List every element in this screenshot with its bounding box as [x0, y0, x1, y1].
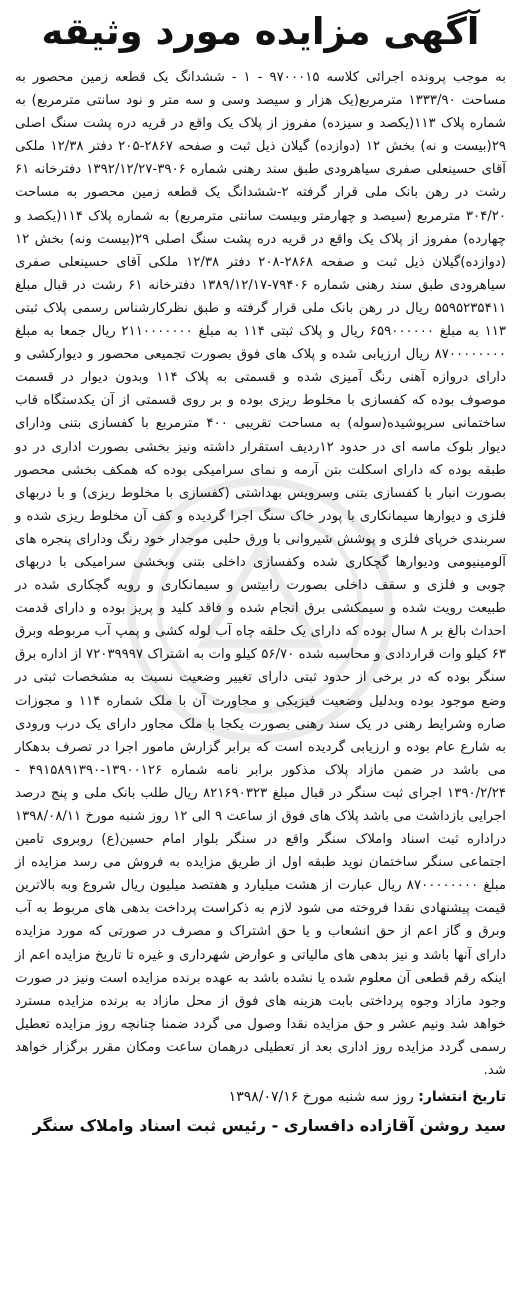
publication-label: تاریخ انتشار:	[418, 1089, 506, 1106]
publication-line	[15, 1085, 506, 1109]
publication-date: روز سه شنبه مورخ ۱۳۹۸/۰۷/۱۶	[228, 1089, 414, 1106]
notice-body: به موجب پرونده اجرائی کلاسه ۹۷۰۰۰۱۵ - ۱ - ششدانگ یک قطعه زمین محصور به مساحت ۱۳۳۳/۹۰ مترمربع(یک هزار و سیصد وسی و سه متر و نود سانتی مترمربع) به شماره پلاک ۱۱۳(یکصد و سیزده) مفروز از پلاک یک واقع در قریه دره پشت سنگ اصلی ۲۹(بیست و نه) بخش ۱۲ (دوازده) گیلان ذیل ثبت و صفحه ۲۸۶۷-۲۰۵ دفتر ۱۲/۳۸ ملکی آقای حسینعلی صفری سیاهرودی طبق سند رهنی شماره ۳۹۰۶-۱۳۹۲/۱۲/۲۷ دفترخانه ۶۱ رشت در رهن بانک ملی قرار گرفته ۲-ششدانگ یک قطعه زمین محصور به مساحت ۳۰۴/۲۰ مترمربع (سیصد و چهارمتر وبیست سانتی مترمربع) به شماره پلاک ۱۱۴(یکصد و چهارده) مفروز از پلاک یک واقع در قریه دره پشت سنگ اصلی ۲۹(بیست ونه) بخش ۱۲ (دوازده)گیلان ذیل ثبت و صفحه ۲۸۶۸-۲۰۸ دفتر ۱۲/۳۸ ملکی آقای حسینعلی صفری سیاهرودی طبق سند رهنی شماره ۷۹۴۰۶-۱۳۸۹/۱۲/۱۷ دفترخانه ۶۱ رشت در قبال مبلغ ۵۵۹۵۲۳۵۴۱۱ ریال در رهن بانک ملی قرار گرفته و طبق نظرکارشناس رسمی پلاک ثبتی ۱۱۳ به مبلغ ۶۵۹۰۰۰۰۰۰ ریال و پلاک ثبتی ۱۱۴ به مبلغ ۲۱۱۰۰۰۰۰۰۰ ریال جمعا به مبلغ ۸۷۰۰۰۰۰۰۰۰ ریال ارزیابی شده و پلاک های فوق بصورت تجمیعی محصور و دیوارکشی و دارای دروازه آهنی رنگ آمیزی شده و قسمتی به پلاک ۱۱۴ وبدون دیوار در قسمت موصوف بوده که کفسازی با مخلوط ریزی بوده و بر روی قسمتی از آن یکدستگاه قاب ساختمانی سرپوشیده(سوله) به مساحت تقریبی ۴۰۰ مترمربع با کفسازی بتنی ودارای دیوار بلوک ماسه ای در حدود ۱۲ردیف استقرار داشته ونیز بخشی بصورت اداری در دو طبقه بوده که دارای اسکلت بتن آرمه و نمای سرامیکی بوده که همکف بخشی محصور بصورت انبار با کفسازی بتنی وسرویس بهداشتی (کفسازی با مخلوط ریزی) و با دربهای فلزی و دیوارها سیمانکاری با پودر خاک سنگ اجرا گردیده و کف آن مخلوط ریزی شده و سربندی خرپای فلزی و پوشش شیروانی با ورق حلبی موجدار خود رنگ ودارای پنجره های آلومینیومی ودیوارها گچکاری شده وکفسازی داخلی بتنی وبخشی سرامیکی با دربهای چوبی و فلزی و سقف داخلی بصورت رابیتس و سیمانکاری و رویه گچکاری شده در طبیعت رویت شده و سیمکشی برق انجام شده و فاقد کلید و پریز بوده و دارای قدمت احداث بالغ بر ۸ سال بوده که دارای یک حلقه چاه آب لوله کشی و پمپ آب مربوطه وبرق ۶۳ کیلو وات قراردادی و محاسبه شده ۵۶/۷۰ کیلو وات به اشتراک ۷۲۰۳۹۹۹۷ از اداره برق سنگر بوده که در برخی از حدود ثبتی دارای تغییر وضعیت نسبت به مشخصات ثبتی در وضع موجود بوده وبدلیل وضعیت فیزیکی و مجاورت آن با ملک شماره ۱۱۴ و مجوزات صاره وشرایط رهنی در یک سند رهنی بصورت یکجا با ملک مجاور دارای یک درب ورودی به شارع عام بوده و ارزیابی گردیده است که برابر گزارش مامور اجرا در تصرف بدهکار می باشد در ضمن مازاد پلاک مذکور برابر نامه شماره ۱۳۹۰۰۱۲۶-۴۹۱۵۸۹۱۳۹۰ - ۱۳۹۰/۲/۲۴ اجرای ثبت سنگر در قبال مبلغ ۸۲۱۶۹۰۳۲۳ ریال طلب بانک ملی و پنج درصد اجرایی بازداشت می باشد پلاک های فوق از ساعت ۹ الی ۱۲ روز شنبه مورخ ۱۳۹۸/۰۸/۱۱ دراداره ثبت اسناد واملاک سنگر واقع در سنگر بلوار امام حسین(ع) روبروی تامین اجتماعی سنگر ساختمان نوید طبقه اول از طریق مزایده به فروش می رسد مزایده از مبلغ ۸۷۰۰۰۰۰۰۰۰ ریال عبارت از هشت میلیارد و هفتصد میلیون ریال شروع وبه بالاترین قیمت پیشنهادی نقدا فروخته می شود لازم به ذکراست پرداخت بدهی های مربوط به آب وبرق و گاز اعم از حق انشعاب و یا حق اشتراک و مصرف در صورتی که مورد مزایده دارای آنها باشد و نیز بدهی های مالیاتی و عوارض شهرداری و غیره تا تاریخ مزایده اعم از اینکه رقم قطعی آن معلوم شده یا نشده باشد به عهده برنده مزایده است ونیز در صورت وجود مازاد وجوه پرداختی بابت هزینه های فوق از محل مازاد به برنده مزایده مسترد خواهد شد ونیم عشر و حق مزایده نقدا وصول می گردد ضمنا چنانچه روز مزایده تعطیل رسمی گردد مزایده روز اداری بعد از تعطیلی درهمان ساعت ومکان مقرر برگزار خواهد شد.	[15, 70, 507, 1079]
signature-line: سید روشن آقازاده دافساری - رئیس ثبت اسناد واملاک سنگر	[32, 1116, 506, 1136]
notice-title: آگهی مزایده مورد وثیقه	[41, 10, 480, 53]
